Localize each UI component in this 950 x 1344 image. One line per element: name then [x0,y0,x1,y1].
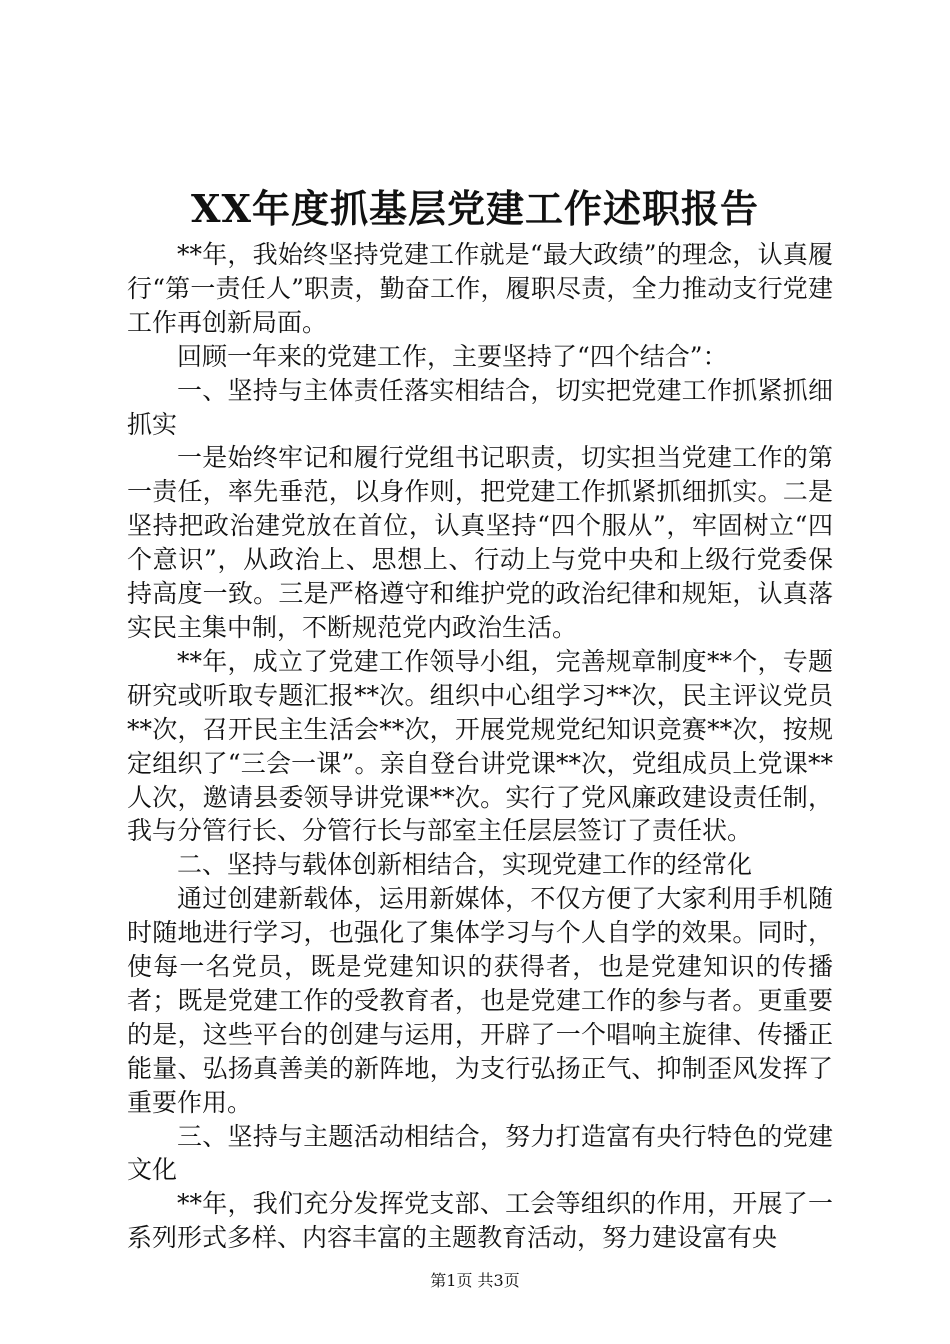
section-heading-2: 二、坚持与载体创新相结合，实现党建工作的经常化 [177,850,753,880]
paragraph-section-1-stats: **年，成立了党建工作领导小组，完善规章制度**个，专题研究或听取专题汇报**次。组织中心组学习**次，民主评议党员**次，召开民主生活会**次，开展党规党纪知识竞赛**次，按规定组织了“三会一课”。亲自登台讲党课**次，党组成员上党课**人次，邀请县委领导讲党课**次。实行了党风廉政建设责任制，我与分管行长、分管行长与部室主任层层签订了责任状。 [127,646,833,846]
document-title: XX年度抓基层党建工作述职报告 [191,186,759,231]
paragraph-intro: **年，我始终坚持党建工作就是“最大政绩”的理念，认真履行“第一责任人”职责，勤奋工作，履职尽责，全力推动支行党建工作再创新局面。 [127,240,833,337]
paragraph-section-2-detail: 通过创建新载体，运用新媒体，不仅方便了大家利用手机随时随地进行学习，也强化了集体学习与个人自学的效果。同时，使每一名党员，既是党建知识的获得者，也是党建知识的传播者；既是党建工作的受教育者，也是党建工作的参与者。更重要的是，这些平台的创建与运用，开辟了一个唱响主旋律、传播正能量、弘扬真善美的新阵地，为支行弘扬正气、抑制歪风发挥了重要作用。 [127,884,833,1117]
section-heading-1: 一、坚持与主体责任落实相结合，切实把党建工作抓紧抓细抓实 [127,375,833,439]
paragraph-review: 回顾一年来的党建工作，主要坚持了“四个结合”： [177,341,728,371]
page-number-footer: 第1页 共3页 [430,1271,520,1290]
document-body [127,238,833,1255]
paragraph-section-1-detail: 一是始终牢记和履行党组书记职责，切实担当党建工作的第一责任，率先垂范，以身作则，把党建工作抓紧抓细抓实。二是坚持把政治建党放在首位，认真坚持“四个服从”，牢固树立“四个意识”，从政治上、思想上、行动上与党中央和上级行党委保持高度一致。三是严格遵守和维护党的政治纪律和规矩，认真落实民主集中制，不断规范党内政治生活。 [127,443,833,642]
paragraph-section-3-detail: **年，我们充分发挥党支部、工会等组织的作用，开展了一系列形式多样、内容丰富的主题教育活动，努力建设富有央 [127,1189,833,1253]
section-heading-3: 三、坚持与主题活动相结合，努力打造富有央行特色的党建文化 [127,1121,833,1185]
